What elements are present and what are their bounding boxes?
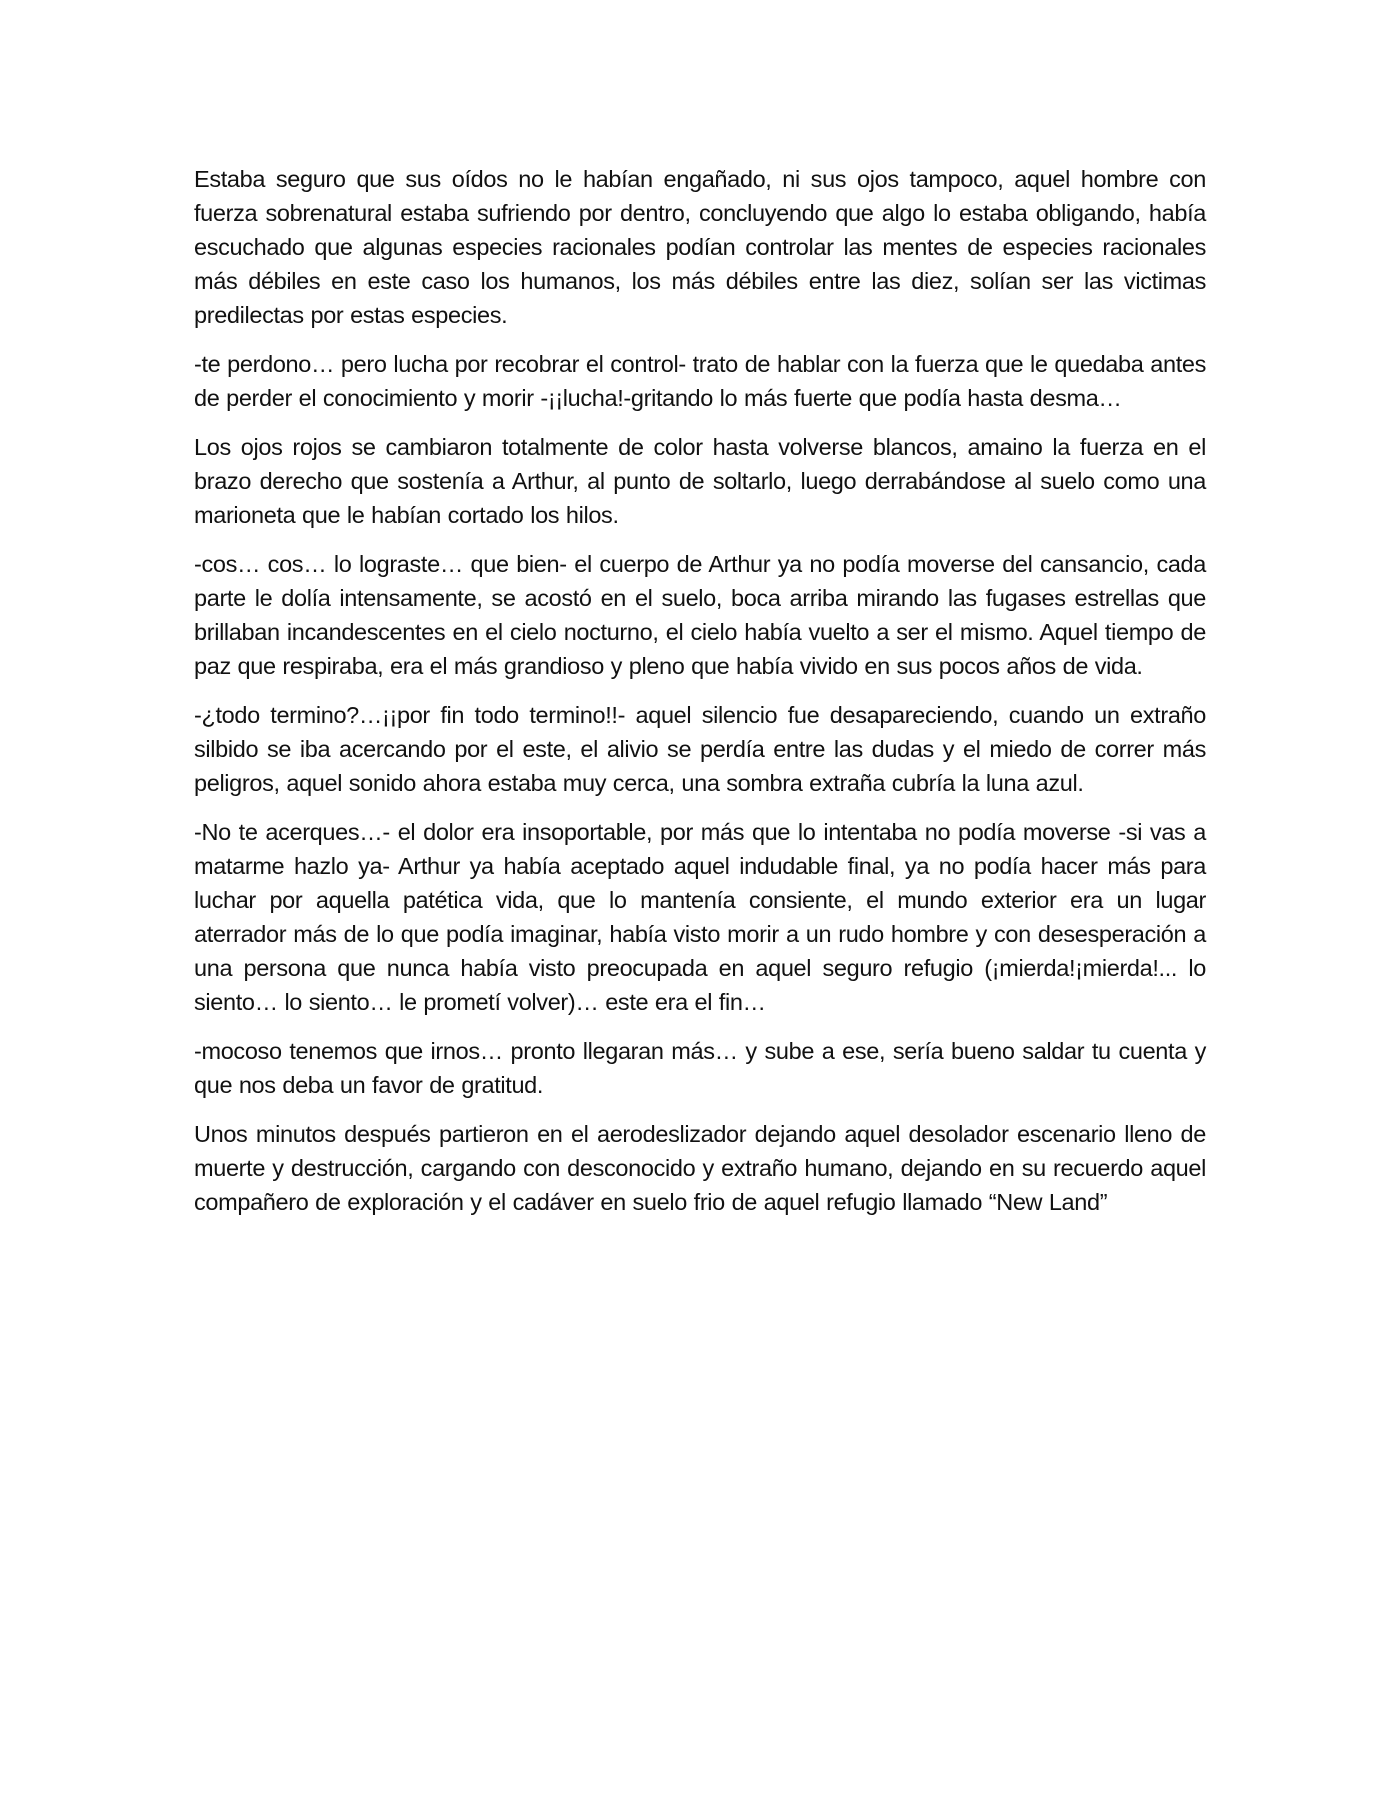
paragraph-5: -¿todo termino?…¡¡por fin todo termino!!- aquel silencio fue desapareciendo, cuando un extraño silbido se iba acercando por el este, el alivio se perdía entre las dudas y el miedo de correr más peligros, aquel sonido ahora estaba muy cerca, una sombra extraña cubría la luna azul. bbox=[194, 702, 1206, 796]
paragraph-2: -te perdono… pero lucha por recobrar el control- trato de hablar con la fuerza que le quedaba antes de perder el conocimiento y morir -¡¡lucha!-gritando lo más fuerte que podía hasta desma… bbox=[194, 351, 1206, 411]
paragraph-1: Estaba seguro que sus oídos no le habían engañado, ni sus ojos tampoco, aquel hombre con fuerza sobrenatural estaba sufriendo por dentro, concluyendo que algo lo estaba obligando, había escuchado que algunas especies racionales podían controlar las mentes de especies racionales más débiles en este caso los humanos, los más débiles entre las diez, solían ser las victimas predilectas por estas especies. bbox=[194, 166, 1206, 328]
paragraph-6: -No te acerques…- el dolor era insoportable, por más que lo intentaba no podía moverse -si vas a matarme hazlo ya- Arthur ya había aceptado aquel indudable final, ya no podía hacer más para luchar por aquella patética vida, que lo mantenía consiente, el mundo exterior era un lugar aterrador más de lo que podía imaginar, había visto morir a un rudo hombre y con desesperación a una persona que nunca había visto preocupada en aquel seguro refugio (¡mierda!¡mierda!... lo siento… lo siento… le prometí volver)… este era el fin… bbox=[194, 819, 1206, 1015]
paragraph-8: Unos minutos después partieron en el aerodeslizador dejando aquel desolador escenario lleno de muerte y destrucción, cargando con desconocido y extraño humano, dejando en su recuerdo aquel compañero de exploración y el cadáver en suelo frio de aquel refugio llamado “New Land” bbox=[194, 1121, 1206, 1215]
paragraph-7: -mocoso tenemos que irnos… pronto llegaran más… y sube a ese, sería bueno saldar tu cuenta y que nos deba un favor de gratitud. bbox=[194, 1038, 1206, 1098]
body-text bbox=[194, 162, 1206, 1234]
paragraph-4: -cos… cos… lo lograste… que bien- el cuerpo de Arthur ya no podía moverse del cansancio, cada parte le dolía intensamente, se acostó en el suelo, boca arriba mirando las fugases estrellas que brillaban incandescentes en el cielo nocturno, el cielo había vuelto a ser el mismo. Aquel tiempo de paz que respiraba, era el más grandioso y pleno que había vivido en sus pocos años de vida. bbox=[194, 551, 1206, 679]
paragraph-3: Los ojos rojos se cambiaron totalmente de color hasta volverse blancos, amaino la fuerza en el brazo derecho que sostenía a Arthur, al punto de soltarlo, luego derrabándose al suelo como una marioneta que le habían cortado los hilos. bbox=[194, 434, 1206, 528]
